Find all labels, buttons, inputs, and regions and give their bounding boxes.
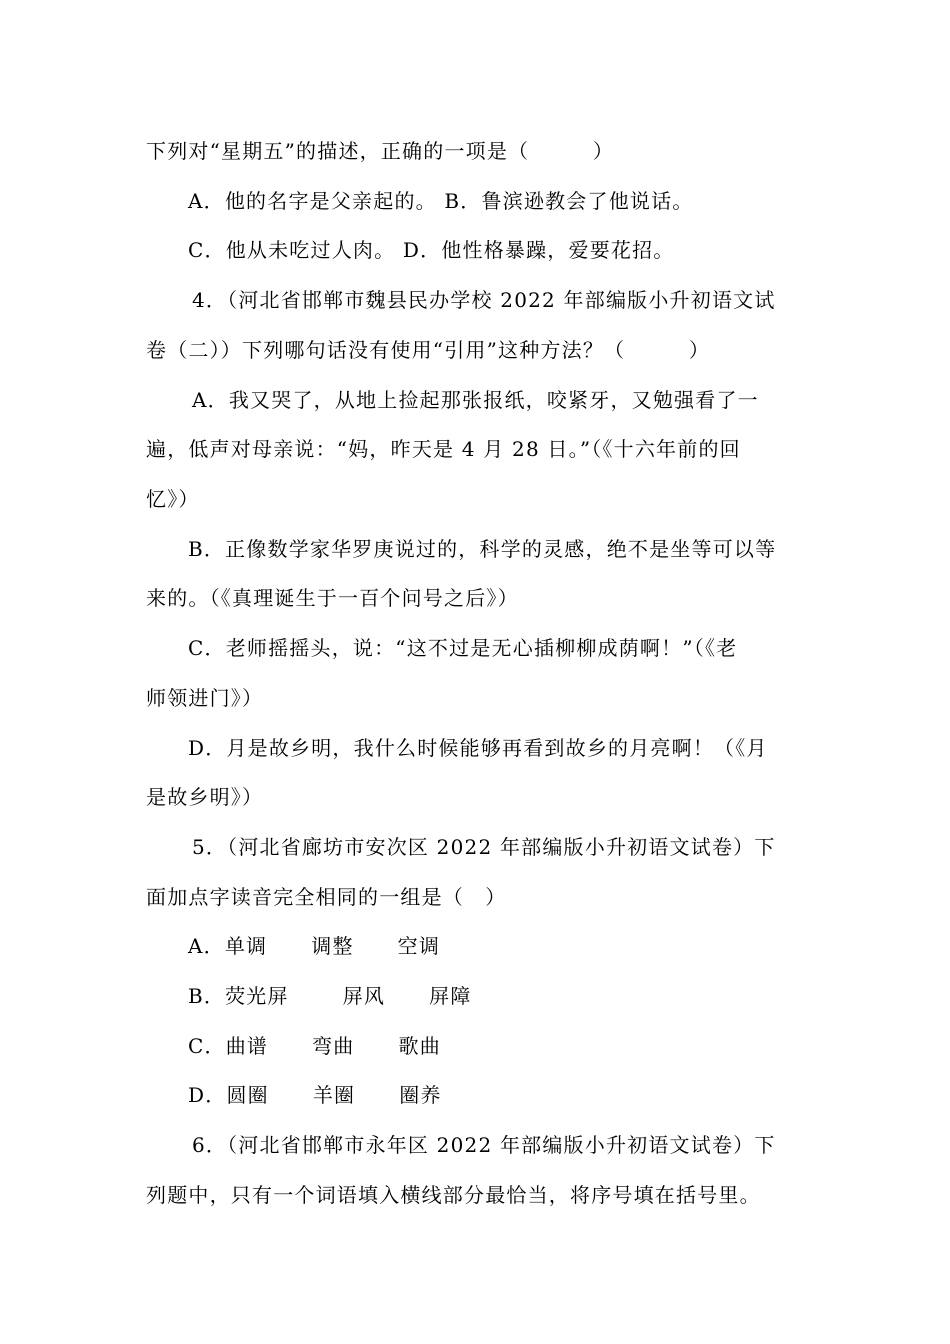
q4-option-d-line1: D．月是故乡明，我什么时候能够再看到故乡的月亮啊！（《月 [188,736,768,760]
q6-stem-line1: 6．（河北省邯郸市永年区 2022 年部编版小升初语文试卷）下 [192,1133,776,1157]
q4-option-b-line1: B．正像数学家华罗庚说过的，科学的灵感，绝不是坐等可以等 [188,537,777,561]
q6-stem-line2: 列题中，只有一个词语填入横线部分最恰当，将序号填在括号里。 [146,1183,761,1207]
q5-stem-line2: 面加点字读音完全相同的一组是（ ） [146,885,507,909]
option-word-3: 圈养 [399,1083,442,1107]
option-word-2: 屏风 [342,984,386,1008]
option-word-1: 曲谱 [225,1034,269,1058]
q5-option-b [188,982,472,1010]
q5-stem-line1: 5．（河北省廊坊市安次区 2022 年部编版小升初语文试卷）下 [192,835,776,859]
option-word-1: 圆圈 [226,1083,269,1107]
option-letter: A． [188,934,225,958]
q4-option-a-line3: 忆》） [146,487,200,511]
option-word-1: 单调 [224,934,268,958]
option-word-2: 羊圈 [312,1083,356,1107]
q5-option-d [188,1081,442,1109]
q3-stem: 下列对“星期五”的描述，正确的一项是（ ） [146,139,615,163]
option-word-3: 空调 [397,934,441,958]
option-word-3: 屏障 [429,984,472,1008]
q4-stem-line1: 4．（河北省邯郸市魏县民办学校 2022 年部编版小升初语文试 [192,288,776,312]
option-word-1: 荧光屏 [225,984,289,1008]
option-letter: D． [188,1083,227,1107]
option-letter: B． [188,984,226,1008]
q3-options-row1: A．他的名字是父亲起的。 B．鲁滨逊教会了他说话。 [188,189,694,213]
q4-option-a-line2: 遍，低声对母亲说：“妈，昨天是 4 月 28 日。”（《十六年前的回 [146,437,741,461]
q4-stem-line2: 卷（二））下列哪句话没有使用“引用”这种方法？（ ） [146,338,711,362]
q5-option-c [188,1032,441,1060]
q4-option-a-line1: A．我又哭了，从地上捡起那张报纸，咬紧牙，又勉强看了一 [192,388,759,412]
q4-option-c-line1: C．老师摇摇头，说：“这不过是无心插柳柳成荫啊！”（《老 [188,636,738,660]
option-word-2: 弯曲 [312,1034,355,1058]
q4-option-b-line2: 来的。（《真理诞生于一百个问号之后》） [146,586,519,610]
q3-options-row2: C．他从未吃过人肉。 D．他性格暴躁，爱要花招。 [188,238,675,262]
option-word-2: 调整 [311,934,354,958]
option-word-3: 歌曲 [398,1034,441,1058]
q5-option-a [188,932,440,960]
q4-option-c-line2: 师领进门》） [146,686,264,710]
q4-option-d-line2: 是故乡明》） [146,785,264,809]
option-letter: C． [188,1034,226,1058]
